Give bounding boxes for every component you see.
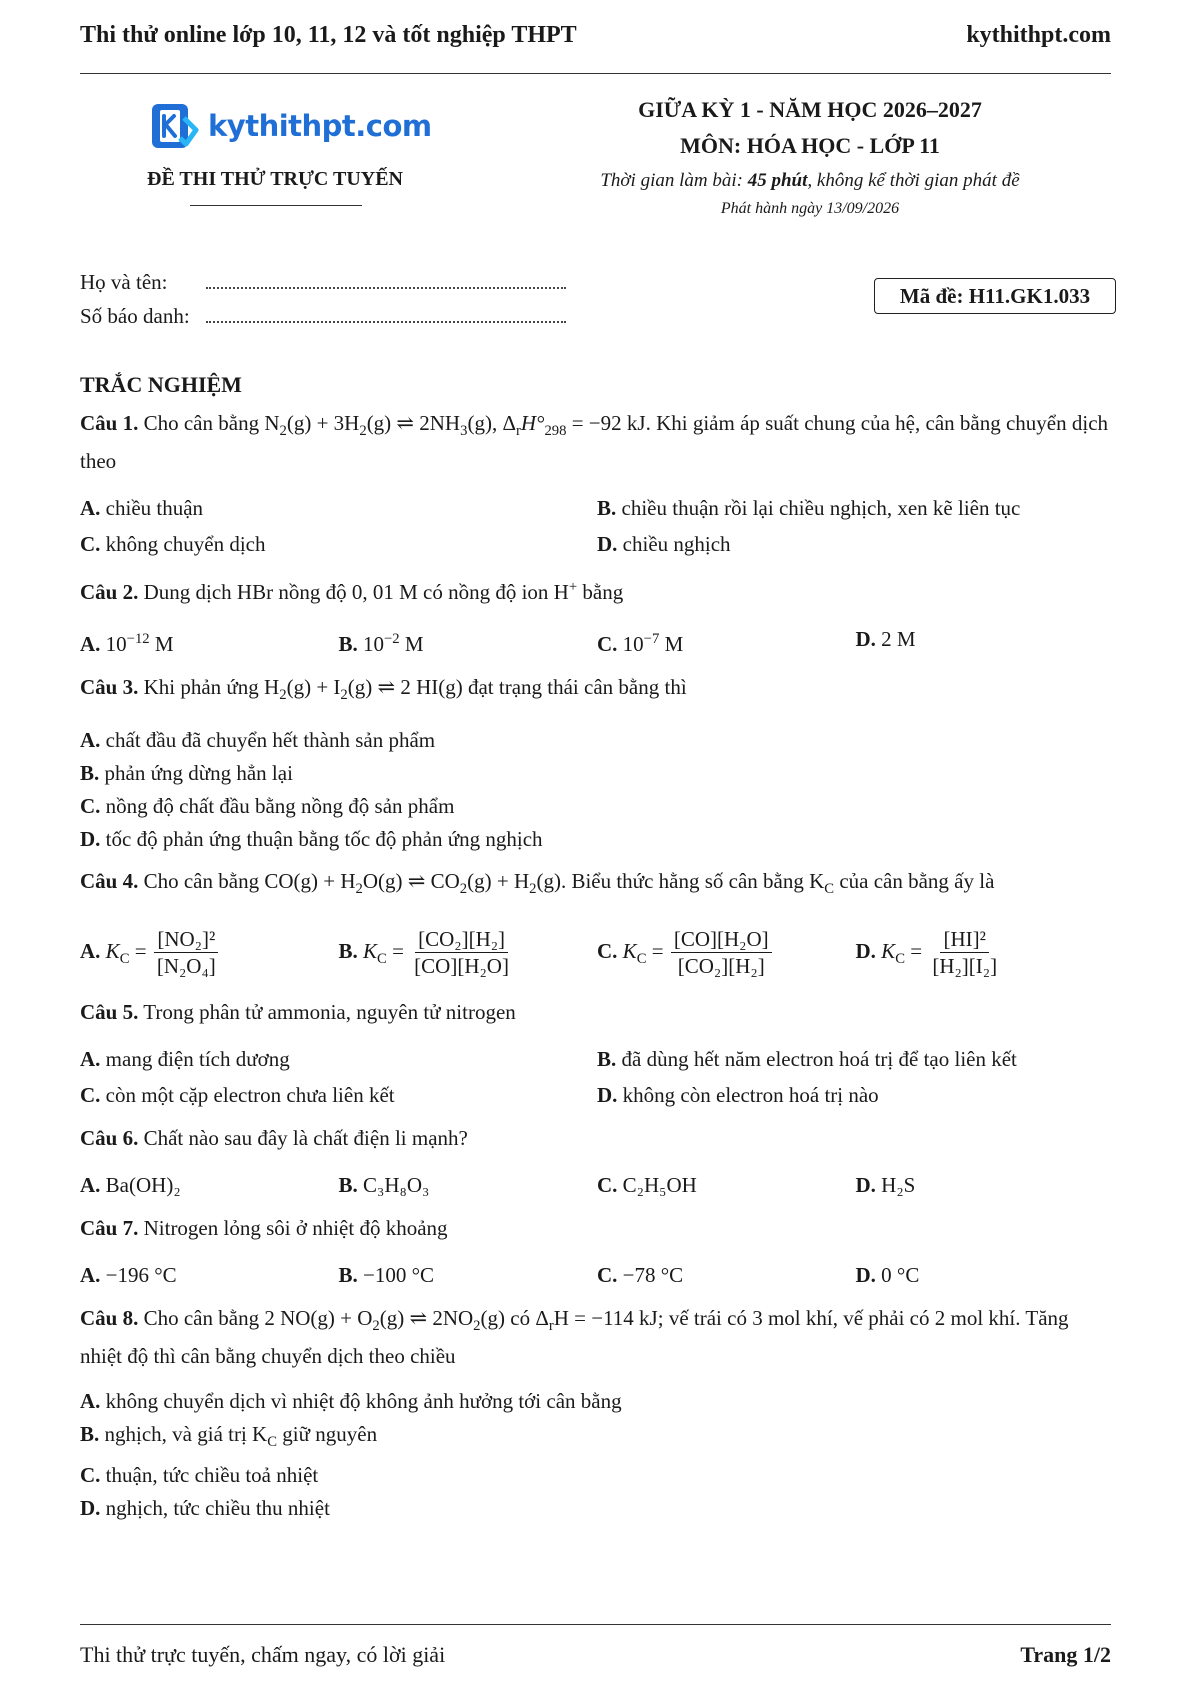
- exam-title: GIỮA KỲ 1 - NĂM HỌC 2026–2027: [638, 97, 982, 122]
- question-4-options: [80, 919, 1114, 991]
- question-7: Câu 7. Nitrogen lỏng sôi ở nhiệt độ khoảng: [80, 1215, 448, 1240]
- page-number: Trang 1/2: [1020, 1642, 1111, 1667]
- question-3-options: [80, 724, 1114, 856]
- answer-option[interactable]: B. chiều thuận rồi lại chiều nghịch, xen kẽ liên tục: [597, 496, 1021, 521]
- exam-heading: [540, 96, 1080, 218]
- logo-wordmark: kythithpt.com: [208, 109, 432, 143]
- exam-issue-date: Phát hành ngày 13/09/2026: [720, 200, 900, 217]
- question-6-options: [80, 1167, 1114, 1203]
- answer-option[interactable]: C. nồng độ chất đầu bằng nồng độ sản phẩm: [80, 794, 455, 819]
- subtitle-underline: [190, 205, 362, 206]
- answer-option[interactable]: C. thuận, tức chiều toả nhiệt: [80, 1463, 319, 1488]
- section-title: TRẮC NGHIỆM: [80, 372, 242, 397]
- answer-option[interactable]: C. $10^{-7}$ M: [597, 631, 684, 657]
- answer-option[interactable]: D. 0 °C: [855, 1262, 920, 1287]
- question-5: Câu 5. Trong phân tử ammonia, nguyên tử nitrogen: [80, 999, 516, 1024]
- answer-option[interactable]: B. $10^{-2}$ M: [338, 631, 424, 657]
- answer-option[interactable]: A. Ba(OH)₂: [80, 1172, 181, 1197]
- answer-option[interactable]: D. không còn electron hoá trị nào: [597, 1082, 879, 1107]
- exam-subject: MÔN: HÓA HỌC - LỚP 11: [680, 133, 940, 158]
- question-8: Câu 8. Cho cân bằng 2 $NO(g) + O_2(g)$ ⇌ $2NO_2(g)$ có $\Delta_rH = -114$ kJ; vế trái có 3 mol khí, vế phải có 2 mol khí. Tăng nhiệt độ thì cân bằng chuyển dịch theo chiều: [80, 1305, 1069, 1368]
- answer-option[interactable]: A. chất đầu đã chuyển hết thành sản phẩm: [80, 728, 436, 753]
- question-2-options: [80, 621, 1114, 662]
- exam-duration: Thời gian làm bài: 45 phút, không kể thời gian phát đề: [600, 170, 1020, 191]
- question-5-options: [80, 1041, 1114, 1113]
- student-id-label: Số báo danh:: [80, 304, 190, 328]
- answer-option[interactable]: D. chiều nghịch: [597, 532, 731, 557]
- answer-option[interactable]: A. $K_C$ = $\frac{\text{[NO₂]²}}{\text{[N₂O₄]}}$: [80, 919, 339, 991]
- answer-option[interactable]: D. tốc độ phản ứng thuận bằng tốc độ phản ứng nghịch: [80, 827, 543, 852]
- page-header: [80, 22, 1111, 52]
- site-logo[interactable]: [150, 100, 432, 152]
- header-divider: [80, 73, 1111, 74]
- question-list: [80, 408, 1114, 1535]
- header-left-text: Thi thử online lớp 10, 11, 12 và tốt nghiệp THPT: [80, 22, 577, 48]
- answer-option[interactable]: A. $10^{-12}$ M: [80, 631, 174, 657]
- question-1-options: [80, 490, 1114, 562]
- answer-option[interactable]: A. mang điện tích dương: [80, 1046, 290, 1071]
- answer-option[interactable]: C. $K_C$ = $\frac{\text{[CO][H₂O]}}{\text{[CO₂][H₂]}}$: [597, 919, 856, 991]
- question-3: Câu 3. Khi phản ứng $H_2(g) + I_2(g)$ ⇌ 2 HI(g) đạt trạng thái cân bằng thì: [80, 675, 687, 704]
- answer-option[interactable]: C. C₂H₅OH: [597, 1172, 697, 1197]
- name-label: Họ và tên:: [80, 270, 168, 294]
- logo-icon: [150, 100, 202, 152]
- answer-option[interactable]: C. còn một cặp electron chưa liên kết: [80, 1082, 395, 1107]
- answer-option[interactable]: B. nghịch, và giá trị $K_C$ giữ nguyên: [80, 1421, 378, 1451]
- question-1: Câu 1. Cho cân bằng $N_2(g) + 3H_2(g)$ ⇌ $2NH_3(g)$, $\Delta_rH^\circ_{298} = -92$ kJ. Khi giảm áp suất chung của hệ, cân bằng chuyển dịch theo: [80, 411, 1109, 474]
- answer-option[interactable]: B. −100 °C: [338, 1262, 435, 1287]
- student-info: [80, 265, 566, 333]
- answer-option[interactable]: C. không chuyển dịch: [80, 532, 266, 557]
- question-7-options: [80, 1257, 1114, 1293]
- exam-type-label: ĐỀ THI THỬ TRỰC TUYẾN: [147, 168, 403, 190]
- question-4: Câu 4. Cho cân bằng $CO(g) + H_2O(g)$ ⇌ $CO_2(g) + H_2(g)$. Biểu thức hằng số cân bằng $K_C$ của cân bằng ấy là: [80, 869, 995, 898]
- header-site-link[interactable]: kythithpt.com: [966, 22, 1111, 48]
- name-field[interactable]: [206, 269, 566, 289]
- answer-option[interactable]: D. 2 M: [855, 627, 916, 652]
- footer-tagline: Thi thử trực tuyến, chấm ngay, có lời giải: [80, 1642, 446, 1667]
- question-2: Câu 2. Dung dịch HBr nồng độ 0, 01 M có nồng độ ion H+ bằng: [80, 579, 624, 605]
- answer-option[interactable]: A. −196 °C: [80, 1262, 177, 1287]
- exam-code-box: Mã đề: H11.GK1.033: [874, 278, 1116, 314]
- footer-divider: [80, 1624, 1111, 1625]
- answer-option[interactable]: C. −78 °C: [597, 1262, 684, 1287]
- answer-option[interactable]: A. không chuyển dịch vì nhiệt độ không ảnh hưởng tới cân bằng: [80, 1388, 622, 1413]
- question-8-options: [80, 1385, 1114, 1525]
- page-footer: [80, 1642, 1111, 1668]
- answer-option[interactable]: A. chiều thuận: [80, 496, 204, 521]
- answer-option[interactable]: B. C₃H₈O₃: [338, 1172, 430, 1197]
- answer-option[interactable]: D. $K_C$ = $\frac{\text{[HI]²}}{\text{[H₂][I₂]}}$: [855, 927, 998, 979]
- answer-option[interactable]: D. H₂S: [855, 1172, 916, 1197]
- answer-option[interactable]: B. đã dùng hết năm electron hoá trị để tạo liên kết: [597, 1046, 1017, 1071]
- answer-option[interactable]: B. phản ứng dừng hẳn lại: [80, 761, 293, 786]
- answer-option[interactable]: D. nghịch, tức chiều thu nhiệt: [80, 1496, 330, 1521]
- answer-option[interactable]: B. $K_C$ = $\frac{\text{[CO₂][H₂]}}{\text{[CO][H₂O]}}$: [338, 927, 509, 979]
- question-6: Câu 6. Chất nào sau đây là chất điện li mạnh?: [80, 1125, 468, 1150]
- student-id-field[interactable]: [206, 303, 566, 323]
